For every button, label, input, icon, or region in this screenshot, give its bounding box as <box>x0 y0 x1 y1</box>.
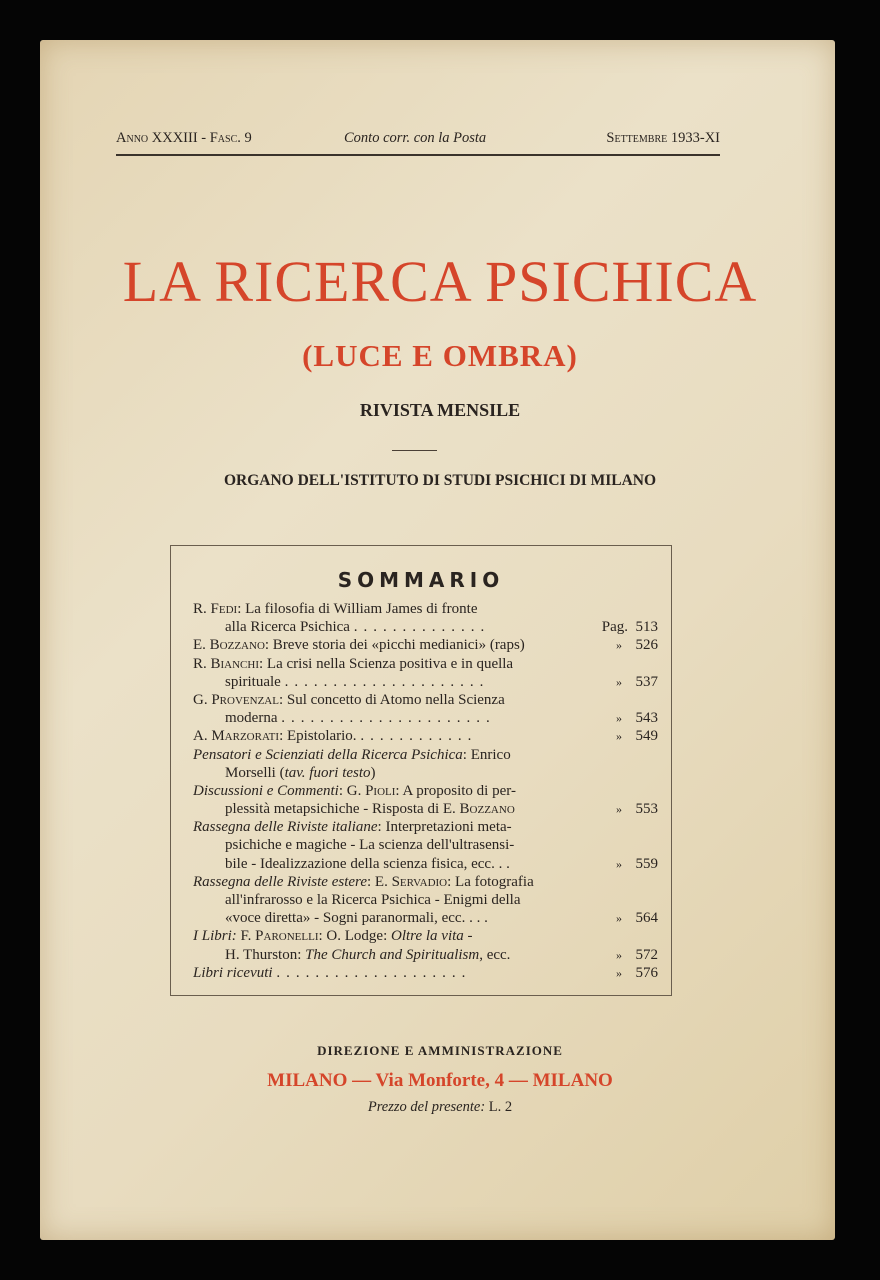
toc-text-segment: : O. Lodge: <box>318 928 392 945</box>
toc-text-segment: G. Provenzal <box>193 691 279 708</box>
toc-line-text <box>193 655 513 673</box>
header-rule <box>116 154 720 156</box>
toc-text-segment: - <box>463 928 473 945</box>
toc-text-segment: E. Bozzano <box>193 637 265 654</box>
toc-line-text <box>225 764 376 782</box>
toc-line <box>193 964 658 982</box>
page-number: 572 <box>635 946 658 963</box>
toc-text-segment: F. <box>236 928 256 945</box>
toc-line <box>193 836 658 854</box>
management-label: DIREZIONE E AMMINISTRAZIONE <box>317 1043 563 1058</box>
toc-text-segment: : Interpretazioni meta- <box>377 819 512 836</box>
toc-list <box>193 600 658 982</box>
toc-text-segment: Morselli ( <box>225 764 285 781</box>
toc-text-segment: : G. <box>338 782 366 799</box>
page-marker: » <box>616 856 622 871</box>
toc-text-segment: «voce diretta» - Sogni paranormali, ecc. . . . <box>225 910 488 927</box>
toc-line <box>193 727 658 745</box>
toc-text-segment: moderna <box>225 710 282 727</box>
toc-text-segment: psichiche e magiche - La scienza dell'ultrasensi- <box>225 837 515 854</box>
toc-text-segment: Servadio <box>391 873 448 890</box>
toc-line <box>193 636 658 654</box>
page-number: 559 <box>635 855 658 872</box>
page-marker: » <box>616 965 622 980</box>
toc-line-text <box>225 709 496 727</box>
toc-line-text <box>225 800 515 818</box>
price-value: L. 2 <box>488 1099 513 1115</box>
toc-text-segment: Libri ricevuti <box>193 964 273 981</box>
toc-line <box>193 855 658 873</box>
toc-line-text <box>225 909 488 927</box>
page-marker: Pag. <box>601 619 628 636</box>
toc-line-text <box>225 836 514 854</box>
toc-text-segment: Bozzano <box>459 801 515 818</box>
toc-text-segment: plessità metapsichiche - Risposta di E. <box>225 801 460 818</box>
toc-line-text <box>193 600 478 618</box>
page-number: 513 <box>635 619 658 636</box>
toc-text-segment: : Epistolario. <box>279 728 361 745</box>
toc-line-text <box>193 727 477 745</box>
toc-line <box>193 927 658 945</box>
toc-line-text <box>225 855 510 873</box>
toc-text-segment: ) <box>370 764 376 781</box>
toc-line <box>193 746 658 764</box>
page-number: 576 <box>635 964 658 981</box>
toc-text-segment: bile - Idealizzazione della scienza fisica, ecc. . . <box>225 855 510 872</box>
toc-text-segment: Pioli <box>365 782 396 799</box>
toc-text-segment: : Breve storia dei «picchi medianici» (raps) <box>264 637 525 654</box>
toc-text-segment: alla Ricerca Psichica <box>225 619 354 636</box>
page-marker: » <box>616 911 622 926</box>
toc-line <box>193 946 658 964</box>
organ-label: ORGANO DELL'ISTITUTO DI STUDI PSICHICI DI MILANO <box>223 472 657 489</box>
toc-text-segment: , ecc. <box>479 946 511 963</box>
toc-line-text <box>225 891 521 909</box>
toc-line-text <box>225 618 490 636</box>
frequency-label: RIVISTA MENSILE <box>359 400 521 420</box>
toc-text-segment: Rassegna delle Riviste estere <box>193 873 367 890</box>
toc-text-segment: Paronelli <box>255 928 319 945</box>
toc-text-segment: : Sul concetto di Atomo nella Scienza <box>278 691 505 708</box>
toc-text-segment: : La filosofia di William James di fronte <box>237 601 478 617</box>
toc-line-text <box>193 873 534 891</box>
page-marker: » <box>616 674 622 689</box>
toc-line-text <box>193 964 471 982</box>
issue-date: Settembre 1933-XI <box>606 130 720 146</box>
toc-line <box>193 764 658 782</box>
toc-text-segment: Pensatori e Scienziati della Ricerca Psichica <box>193 746 463 763</box>
page-marker: » <box>616 638 622 653</box>
leader-dots: .................... <box>276 964 472 981</box>
toc-text-segment: I Libri: <box>193 928 237 945</box>
toc-line-text <box>193 927 473 945</box>
toc-text-segment: spirituale <box>225 673 285 690</box>
page-number: 526 <box>635 637 658 654</box>
toc-text-segment: : A proposito di per- <box>395 782 516 799</box>
postal-note: Conto corr. con la Posta <box>344 130 487 146</box>
magazine-subtitle: (LUCE E OMBRA) <box>302 338 578 373</box>
toc-line <box>193 782 658 800</box>
magazine-title: LA RICERCA PSICHICA <box>122 249 758 314</box>
page-marker: » <box>616 729 622 744</box>
toc-line-text <box>193 636 525 654</box>
toc-line <box>193 909 658 927</box>
toc-text-segment: all'infrarosso e la Ricerca Psichica - Enigmi della <box>225 892 521 908</box>
toc-text-segment: : La crisi nella Scienza positiva e in quella <box>259 655 514 672</box>
page-number: 553 <box>635 801 658 818</box>
leader-dots: ...................... <box>281 710 496 727</box>
toc-text-segment: Rassegna delle Riviste italiane <box>193 819 378 836</box>
price-label: Prezzo del presente: <box>367 1099 486 1115</box>
issue-number: Anno XXXIII - Fasc. 9 <box>116 130 252 146</box>
page-number: 537 <box>635 673 658 690</box>
page-marker: » <box>616 802 622 817</box>
toc-line <box>193 891 658 909</box>
leader-dots: ..................... <box>284 673 490 690</box>
toc-text-segment: R. Bianchi <box>193 655 260 672</box>
toc-line-text <box>225 673 489 691</box>
leader-dots: ............ <box>360 728 478 745</box>
price-line <box>0 1099 880 1116</box>
toc-line-text <box>193 746 511 764</box>
toc-line-text <box>193 782 516 800</box>
toc-text-segment: tav. fuori testo <box>284 764 371 781</box>
toc-line <box>193 691 658 709</box>
page-number: 564 <box>635 910 658 927</box>
toc-text-segment: The Church and Spiritualism <box>305 946 480 963</box>
toc-line <box>193 618 658 636</box>
page-number: 543 <box>635 710 658 727</box>
toc-text-segment: A. Marzorati <box>193 728 280 745</box>
toc-line <box>193 655 658 673</box>
page-number: 549 <box>635 728 658 745</box>
toc-line <box>193 673 658 691</box>
toc-line <box>193 873 658 891</box>
toc-text-segment: H. Thurston: <box>225 946 306 963</box>
page-marker: » <box>616 711 622 726</box>
toc-line-text <box>225 946 510 964</box>
toc-text-segment: : Enrico <box>462 746 511 763</box>
toc-line <box>193 800 658 818</box>
toc-text-segment: R. Fedi <box>193 601 238 617</box>
divider <box>392 450 437 451</box>
toc-text-segment: Discussioni e Commenti <box>193 782 339 799</box>
toc-line-text <box>193 691 505 709</box>
address: MILANO — Via Monforte, 4 — MILANO <box>267 1070 613 1091</box>
toc-line <box>193 600 658 618</box>
page-marker: » <box>616 947 622 962</box>
toc-line <box>193 818 658 836</box>
toc-text-segment: Oltre la vita <box>391 928 464 945</box>
leader-dots: .............. <box>353 619 491 636</box>
toc-heading: SOMMARIO <box>337 568 505 592</box>
toc-line <box>193 709 658 727</box>
toc-text-segment: : E. <box>366 873 392 890</box>
toc-text-segment: : La fotografia <box>447 873 534 890</box>
table-of-contents <box>170 545 672 996</box>
toc-line-text <box>193 818 512 836</box>
